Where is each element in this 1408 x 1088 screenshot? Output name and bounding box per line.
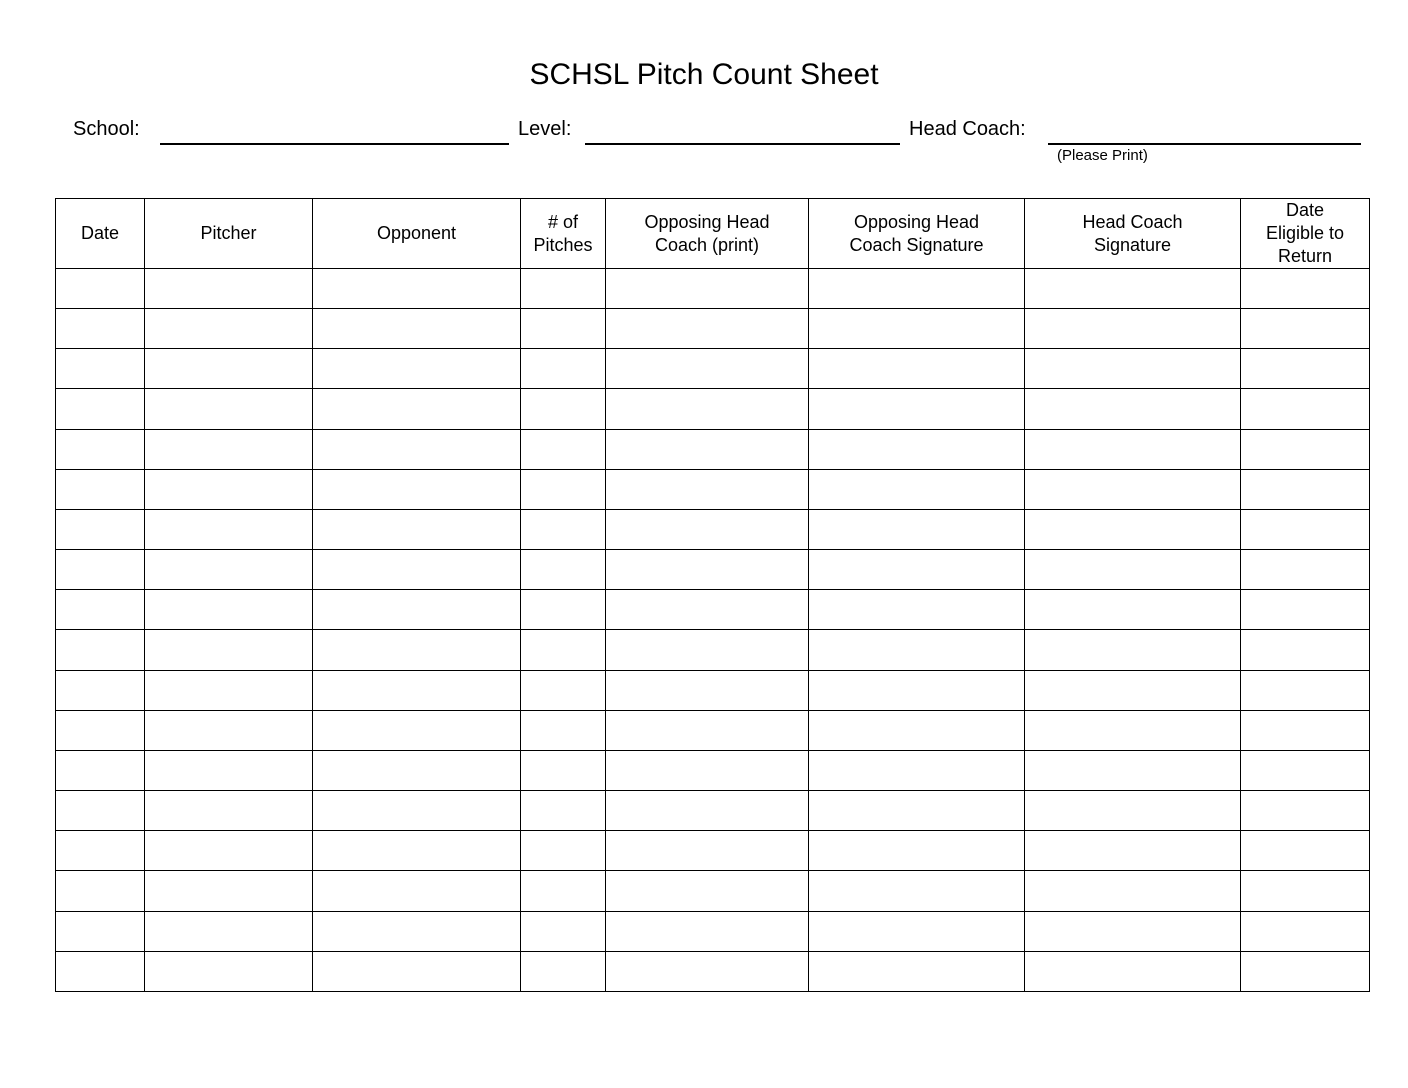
column-header-label: Opposing Head Coach (print) (644, 211, 770, 255)
table-row (56, 750, 1370, 790)
page-title: SCHSL Pitch Count Sheet (529, 58, 879, 91)
table-cell[interactable] (1025, 710, 1241, 750)
table-cell[interactable] (1241, 349, 1370, 389)
table-cell[interactable] (145, 509, 313, 549)
table-cell[interactable] (56, 791, 145, 831)
column-header-label: Head Coach Signature (1082, 211, 1183, 255)
level-field[interactable] (585, 143, 900, 145)
table-cell[interactable] (606, 509, 809, 549)
table-cell[interactable] (521, 550, 606, 590)
table-cell[interactable] (809, 710, 1025, 750)
table-cell[interactable] (1241, 710, 1370, 750)
table-cell[interactable] (313, 509, 521, 549)
table-cell[interactable] (606, 710, 809, 750)
table-cell[interactable] (145, 750, 313, 790)
table-cell[interactable] (145, 951, 313, 991)
table-cell[interactable] (606, 750, 809, 790)
table-cell[interactable] (521, 590, 606, 630)
table-row (56, 670, 1370, 710)
column-header-date (56, 199, 145, 269)
table-cell[interactable] (313, 710, 521, 750)
table-cell[interactable] (145, 630, 313, 670)
table-cell[interactable] (1241, 590, 1370, 630)
table-cell[interactable] (606, 670, 809, 710)
table-cell[interactable] (606, 951, 809, 991)
pitch-count-table (55, 198, 1370, 992)
table-cell[interactable] (145, 269, 313, 309)
table-cell[interactable] (1025, 831, 1241, 871)
table-cell[interactable] (313, 469, 521, 509)
table-cell[interactable] (145, 911, 313, 951)
table-cell[interactable] (1241, 831, 1370, 871)
table-cell[interactable] (1025, 670, 1241, 710)
table-row (56, 389, 1370, 429)
table-body (56, 269, 1370, 992)
table-cell[interactable] (521, 469, 606, 509)
table-row (56, 349, 1370, 389)
table-cell[interactable] (56, 871, 145, 911)
table-cell[interactable] (313, 550, 521, 590)
table-cell[interactable] (1241, 911, 1370, 951)
table-cell[interactable] (809, 509, 1025, 549)
table-cell[interactable] (606, 349, 809, 389)
table-cell[interactable] (809, 269, 1025, 309)
table-cell[interactable] (313, 951, 521, 991)
table-row (56, 429, 1370, 469)
column-header-pitches (521, 199, 606, 269)
table-cell[interactable] (1241, 951, 1370, 991)
school-field[interactable] (160, 143, 509, 145)
table-row (56, 309, 1370, 349)
table-cell[interactable] (56, 630, 145, 670)
table-cell[interactable] (56, 429, 145, 469)
table-cell[interactable] (606, 831, 809, 871)
table-cell[interactable] (313, 349, 521, 389)
table-cell[interactable] (1241, 269, 1370, 309)
table-cell[interactable] (145, 590, 313, 630)
column-header-opposing-coach-signature (809, 199, 1025, 269)
table-header-row (56, 199, 1370, 269)
table-cell[interactable] (809, 469, 1025, 509)
table-row (56, 550, 1370, 590)
table-cell[interactable] (1241, 750, 1370, 790)
table-cell[interactable] (56, 349, 145, 389)
table-cell[interactable] (1025, 509, 1241, 549)
column-header-eligible-date (1241, 199, 1370, 269)
table-cell[interactable] (56, 590, 145, 630)
head-coach-hint: (Please Print) (1057, 147, 1148, 164)
table-cell[interactable] (1025, 871, 1241, 911)
table-cell[interactable] (606, 309, 809, 349)
table-cell[interactable] (1241, 791, 1370, 831)
table-cell[interactable] (521, 710, 606, 750)
table-cell[interactable] (1241, 469, 1370, 509)
table-cell[interactable] (56, 269, 145, 309)
table-cell[interactable] (606, 550, 809, 590)
column-header-label: Opposing Head Coach Signature (849, 211, 984, 255)
table-cell[interactable] (313, 309, 521, 349)
table-cell[interactable] (606, 590, 809, 630)
table-cell[interactable] (521, 750, 606, 790)
table-cell[interactable] (56, 710, 145, 750)
table-cell[interactable] (1025, 550, 1241, 590)
table-cell[interactable] (809, 630, 1025, 670)
table-cell[interactable] (809, 791, 1025, 831)
table-cell[interactable] (606, 389, 809, 429)
column-header-label: Opponent (376, 223, 457, 243)
table-cell[interactable] (313, 831, 521, 871)
table-cell[interactable] (1241, 389, 1370, 429)
table-cell[interactable] (606, 469, 809, 509)
table-cell[interactable] (313, 429, 521, 469)
table-cell[interactable] (1025, 590, 1241, 630)
table-row (56, 710, 1370, 750)
table-row (56, 630, 1370, 670)
table-cell[interactable] (809, 590, 1025, 630)
table-cell[interactable] (1241, 871, 1370, 911)
table-cell[interactable] (809, 951, 1025, 991)
table-cell[interactable] (145, 309, 313, 349)
table-cell[interactable] (313, 791, 521, 831)
column-header-label: Date Eligible to Return (1265, 200, 1345, 266)
table-cell[interactable] (145, 550, 313, 590)
table-cell[interactable] (521, 630, 606, 670)
head-coach-field[interactable] (1048, 143, 1361, 145)
table-cell[interactable] (145, 710, 313, 750)
table-cell[interactable] (521, 309, 606, 349)
table-row (56, 269, 1370, 309)
table-cell[interactable] (1025, 469, 1241, 509)
table-cell[interactable] (1241, 509, 1370, 549)
table-cell[interactable] (1025, 630, 1241, 670)
table-cell[interactable] (521, 911, 606, 951)
table-cell[interactable] (809, 389, 1025, 429)
table-cell[interactable] (145, 871, 313, 911)
table-cell[interactable] (521, 389, 606, 429)
table-cell[interactable] (313, 269, 521, 309)
table-cell[interactable] (809, 750, 1025, 790)
table-cell[interactable] (1025, 389, 1241, 429)
table-cell[interactable] (606, 871, 809, 911)
column-header-opponent (313, 199, 521, 269)
table-cell[interactable] (56, 389, 145, 429)
table-cell[interactable] (56, 951, 145, 991)
table-cell[interactable] (313, 750, 521, 790)
table-cell[interactable] (145, 791, 313, 831)
table-cell[interactable] (606, 911, 809, 951)
level-label: Level: (518, 118, 572, 140)
table-cell[interactable] (313, 389, 521, 429)
table-cell[interactable] (145, 831, 313, 871)
table-cell[interactable] (521, 831, 606, 871)
column-header-pitcher (145, 199, 313, 269)
table-cell[interactable] (606, 269, 809, 309)
table-cell[interactable] (313, 670, 521, 710)
table-cell[interactable] (313, 871, 521, 911)
table-cell[interactable] (56, 750, 145, 790)
table-cell[interactable] (1241, 630, 1370, 670)
table-cell[interactable] (145, 469, 313, 509)
table-cell[interactable] (809, 550, 1025, 590)
table-cell[interactable] (521, 951, 606, 991)
table-row (56, 871, 1370, 911)
table-row (56, 469, 1370, 509)
table-cell[interactable] (1025, 349, 1241, 389)
column-header-label: # of Pitches (533, 211, 593, 255)
column-header-label: Date (80, 223, 120, 243)
table-row (56, 831, 1370, 871)
table-row (56, 911, 1370, 951)
table-cell[interactable] (521, 429, 606, 469)
table-row (56, 509, 1370, 549)
column-header-head-coach-signature (1025, 199, 1241, 269)
table-cell[interactable] (1241, 309, 1370, 349)
table-cell[interactable] (606, 630, 809, 670)
table-row (56, 590, 1370, 630)
table-cell[interactable] (56, 911, 145, 951)
table-cell[interactable] (1025, 791, 1241, 831)
table-cell[interactable] (56, 469, 145, 509)
table-cell[interactable] (809, 309, 1025, 349)
table-cell[interactable] (521, 670, 606, 710)
table-cell[interactable] (313, 911, 521, 951)
table-cell[interactable] (521, 509, 606, 549)
table-cell[interactable] (606, 791, 809, 831)
column-header-opposing-coach-print (606, 199, 809, 269)
table-cell[interactable] (1025, 951, 1241, 991)
table-cell[interactable] (1025, 309, 1241, 349)
table-cell[interactable] (313, 630, 521, 670)
table-cell[interactable] (56, 670, 145, 710)
table-cell[interactable] (1025, 911, 1241, 951)
school-label: School: (73, 118, 140, 140)
table-cell[interactable] (809, 349, 1025, 389)
table-cell[interactable] (1241, 550, 1370, 590)
table-cell[interactable] (809, 911, 1025, 951)
table-cell[interactable] (521, 269, 606, 309)
table-cell[interactable] (521, 349, 606, 389)
table-cell[interactable] (1241, 429, 1370, 469)
table-cell[interactable] (1025, 750, 1241, 790)
table-cell[interactable] (56, 831, 145, 871)
table-row (56, 791, 1370, 831)
table-cell[interactable] (145, 349, 313, 389)
table-cell[interactable] (313, 590, 521, 630)
table-cell[interactable] (521, 871, 606, 911)
table-cell[interactable] (1025, 429, 1241, 469)
table-cell[interactable] (809, 831, 1025, 871)
table-row (56, 951, 1370, 991)
head-coach-label: Head Coach: (909, 118, 1026, 140)
table-cell[interactable] (56, 550, 145, 590)
table-cell[interactable] (809, 429, 1025, 469)
table-cell[interactable] (1025, 269, 1241, 309)
column-header-label: Pitcher (200, 223, 257, 243)
table-cell[interactable] (145, 389, 313, 429)
table-cell[interactable] (606, 429, 809, 469)
table-cell[interactable] (809, 871, 1025, 911)
table-cell[interactable] (56, 509, 145, 549)
table-cell[interactable] (521, 791, 606, 831)
table-cell[interactable] (809, 670, 1025, 710)
table-cell[interactable] (56, 309, 145, 349)
table-cell[interactable] (1241, 670, 1370, 710)
table-cell[interactable] (145, 429, 313, 469)
table-cell[interactable] (145, 670, 313, 710)
